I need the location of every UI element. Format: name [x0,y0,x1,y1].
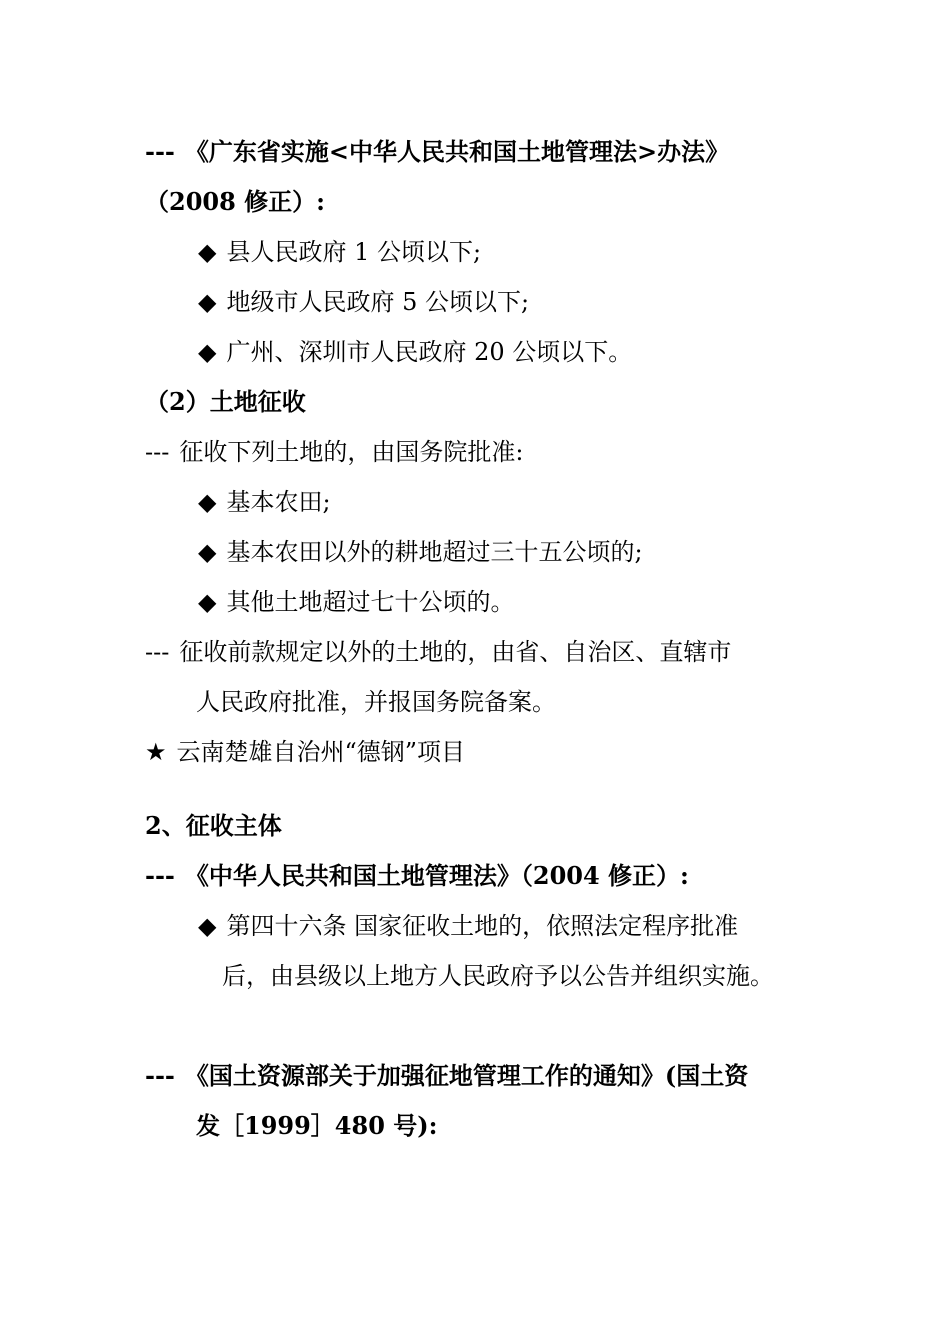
line-text: 基本农田; [226,488,331,516]
list-item [198,486,331,518]
list-item-continuation [222,960,774,992]
line-text: 地级市人民政府 5 公顷以下; [226,288,530,316]
diamond-bullet-icon: ◆ [198,338,217,366]
line-text: 后，由县级以上地方人民政府予以公告并组织实施。 [222,962,774,990]
line-text: 第四十六条 国家征收土地的，依照法定程序批准 [226,912,739,940]
section-heading-expropriation-subject [145,810,282,842]
line-text: （2）土地征收 [145,387,306,416]
diamond-bullet-icon: ◆ [198,912,217,940]
line-text: 广州、深圳市人民政府 20 公顷以下。 [226,338,633,366]
heading-ministry-notice [145,1060,748,1092]
list-item [198,236,481,268]
diamond-bullet-icon: ◆ [198,288,217,316]
heading-land-management-law [145,860,689,892]
dash-marker: --- [145,861,175,890]
line-text: 其他土地超过七十公顷的。 [226,588,515,616]
line-text: 征收前款规定以外的土地的，由省、自治区、直辖市 [179,638,732,666]
line-text: 2、征收主体 [145,811,282,840]
list-item [198,536,643,568]
line-text: 发［1999］480 号): [196,1111,438,1140]
list-item [198,336,632,368]
case-note [145,736,465,768]
paragraph [145,436,523,468]
list-item [198,586,514,618]
line-text: 《国土资源部关于加强征地管理工作的通知》(国土资 [184,1061,749,1090]
heading-guangdong-law-year [145,186,325,218]
line-text: 云南楚雄自治州“德钢”项目 [176,738,466,766]
list-item [198,286,529,318]
diamond-bullet-icon: ◆ [198,488,217,516]
line-text: 《中华人民共和国土地管理法》（2004 修正）: [184,861,689,890]
diamond-bullet-icon: ◆ [198,588,217,616]
line-text: 人民政府批准，并报国务院备案。 [196,688,556,716]
line-text: 基本农田以外的耕地超过三十五公顷的; [226,538,643,566]
diamond-bullet-icon: ◆ [198,238,217,266]
line-text: （2008 修正）: [145,187,326,216]
heading-guangdong-law [145,136,729,168]
line-text: 征收下列土地的，由国务院批准: [179,438,524,466]
star-icon: ★ [145,738,167,766]
dash-marker: --- [145,1061,175,1090]
diamond-bullet-icon: ◆ [198,538,217,566]
section-heading-land-expropriation [145,386,306,418]
line-text: 《广东省实施<中华人民共和国土地管理法>办法》 [184,137,730,166]
paragraph [145,636,731,668]
heading-ministry-notice-number [196,1110,437,1142]
line-text: 县人民政府 1 公顷以下; [226,238,482,266]
dash-marker: --- [145,438,170,466]
paragraph-continuation [196,686,556,718]
dash-marker: --- [145,137,175,166]
dash-marker: --- [145,638,170,666]
list-item [198,910,738,942]
